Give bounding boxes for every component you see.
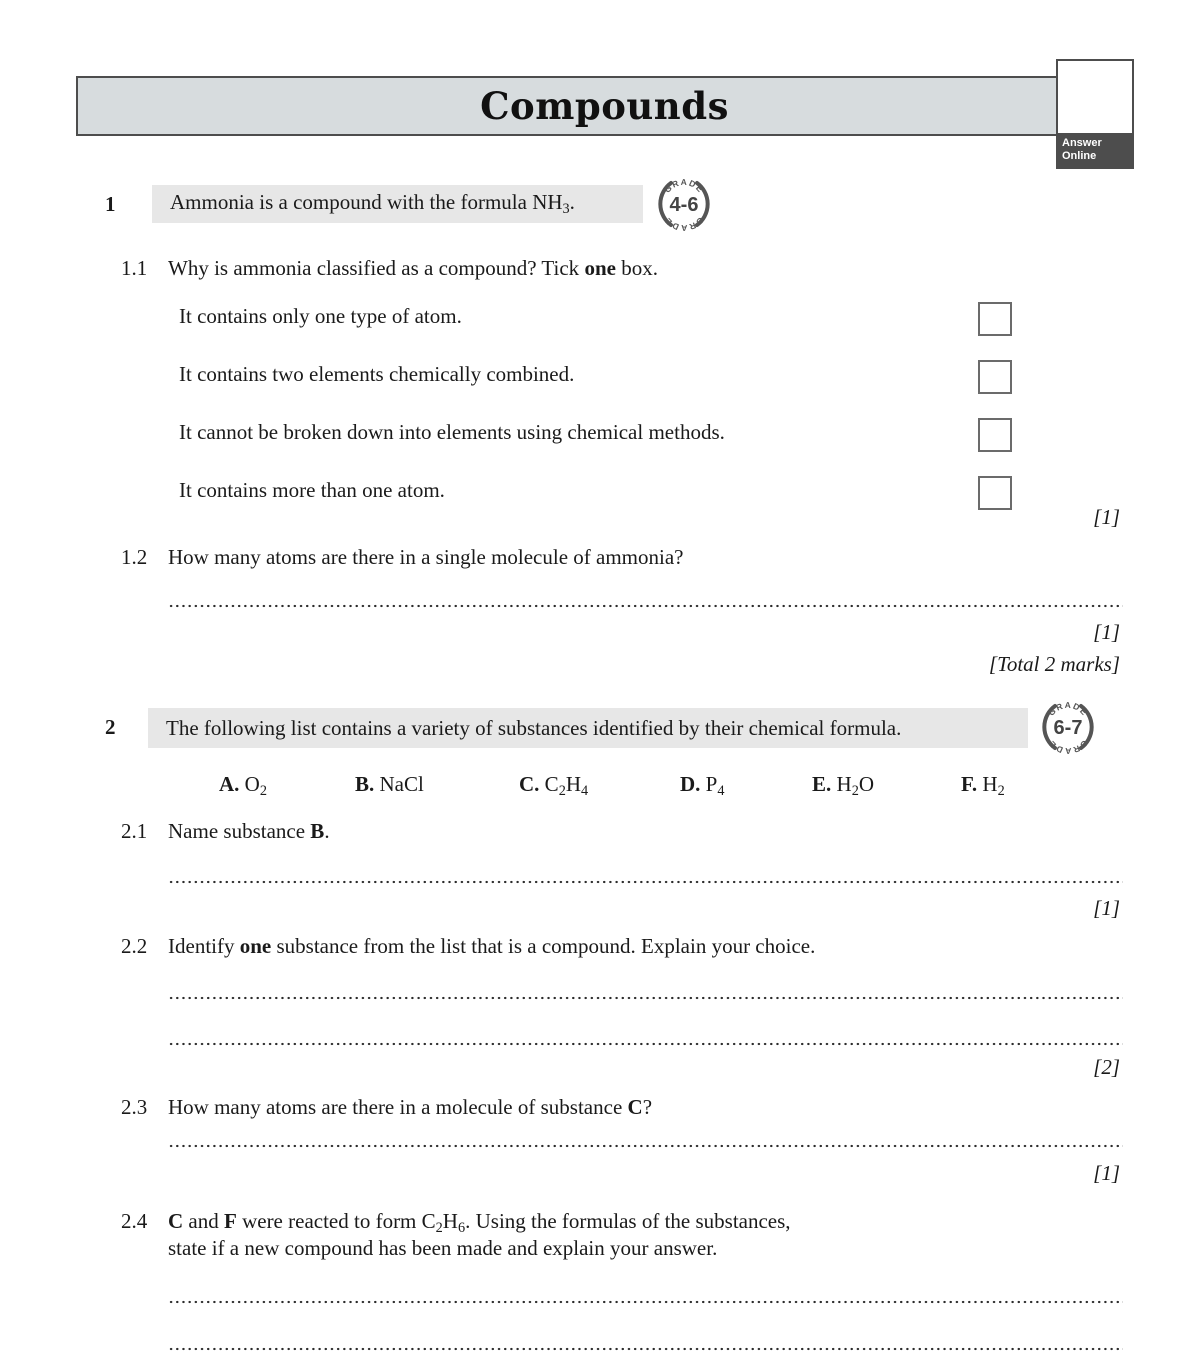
substance-item-c: C. $C_2H_4$ (519, 772, 589, 799)
answer-line[interactable] (168, 996, 1123, 1000)
part-1-1-number: 1.1 (121, 256, 148, 280)
qr-code-icon[interactable] (1062, 65, 1128, 131)
svg-text:GRADE: GRADE (1046, 699, 1091, 718)
part-2-2-number: 2.2 (121, 934, 148, 958)
page-header (76, 76, 1133, 136)
svg-text:GRADE: GRADE (661, 215, 706, 234)
grade-badge-1-value: 4-6 (669, 194, 699, 216)
answer-line[interactable] (168, 1042, 1123, 1046)
svg-text:GRADE: GRADE (1045, 738, 1090, 757)
answer-online-label (1056, 133, 1134, 169)
part-1-1-marks: [1] (1093, 505, 1120, 529)
substance-item-b: B. NaCl (355, 772, 424, 796)
tickbox-option-0[interactable] (978, 302, 1012, 336)
tickbox-option-1[interactable] (978, 360, 1012, 394)
grade-badge-1 (653, 173, 715, 235)
answer-online-box[interactable] (1056, 59, 1134, 167)
substance-item-e: E. $H_2O$ (812, 772, 874, 799)
answer-online-label-line1: Answer (1062, 137, 1102, 149)
answer-line[interactable] (168, 604, 1123, 608)
part-1-2-marks: [1] (1093, 620, 1120, 644)
part-2-2-marks: [2] (1093, 1055, 1120, 1079)
part-2-4-number: 2.4 (121, 1209, 148, 1233)
question-2-stem-text: The following list contains a variety of substances identified by their chemical formula. (166, 715, 902, 740)
part-1-1-text: Why is ammonia classified as a compound? Tick one box. (168, 256, 658, 280)
answer-line[interactable] (168, 1347, 1123, 1351)
question-1-total-marks: [Total 2 marks] (988, 652, 1120, 676)
part-2-1-marks: [1] (1093, 896, 1120, 920)
part-1-2-number: 1.2 (121, 545, 148, 569)
answer-online-label-line2: Online (1062, 150, 1097, 162)
part-2-3-marks: [1] (1093, 1161, 1120, 1185)
svg-text:GRADE: GRADE (662, 176, 707, 195)
page-title: Compounds (480, 84, 729, 128)
question-2-stem (148, 708, 1028, 748)
grade-badge-2 (1037, 696, 1099, 758)
part-1-2-text: How many atoms are there in a single molecule of ammonia? (168, 545, 684, 569)
question-1-stem-text: Ammonia is a compound with the formula $NH_3$. (170, 190, 575, 217)
part-2-3-number: 2.3 (121, 1095, 148, 1119)
part-2-3-text: How many atoms are there in a molecule of substance C? (168, 1095, 653, 1119)
question-1-number: 1 (105, 192, 116, 216)
question-1-stem (152, 185, 643, 223)
part-1-1-option-1: It contains two elements chemically combined. (179, 362, 575, 386)
part-2-2-text: Identify one substance from the list that is a compound. Explain your choice. (168, 934, 816, 958)
answer-line[interactable] (168, 1144, 1123, 1148)
tickbox-option-2[interactable] (978, 418, 1012, 452)
part-1-1-option-3: It contains more than one atom. (179, 478, 445, 502)
question-2-number: 2 (105, 715, 116, 739)
part-1-1-option-2: It cannot be broken down into elements using chemical methods. (179, 420, 725, 444)
substance-item-d: D. $P_4$ (680, 772, 725, 799)
part-2-1-text: Name substance B. (168, 819, 330, 843)
part-2-4-text-line1: C and F were reacted to form $C_2H_6$. Using the formulas of the substances, (168, 1209, 791, 1236)
tickbox-option-3[interactable] (978, 476, 1012, 510)
answer-line[interactable] (168, 1300, 1123, 1304)
substance-item-f: F. $H_2$ (961, 772, 1005, 799)
grade-badge-2-value: 6-7 (1053, 717, 1083, 739)
part-2-1-number: 2.1 (121, 819, 148, 843)
answer-line[interactable] (168, 880, 1123, 884)
part-2-4-text-line2: state if a new compound has been made and explain your answer. (168, 1236, 718, 1260)
part-1-1-option-0: It contains only one type of atom. (179, 304, 462, 328)
substance-item-a: A. $O_2$ (219, 772, 267, 799)
title-bar (76, 76, 1133, 136)
